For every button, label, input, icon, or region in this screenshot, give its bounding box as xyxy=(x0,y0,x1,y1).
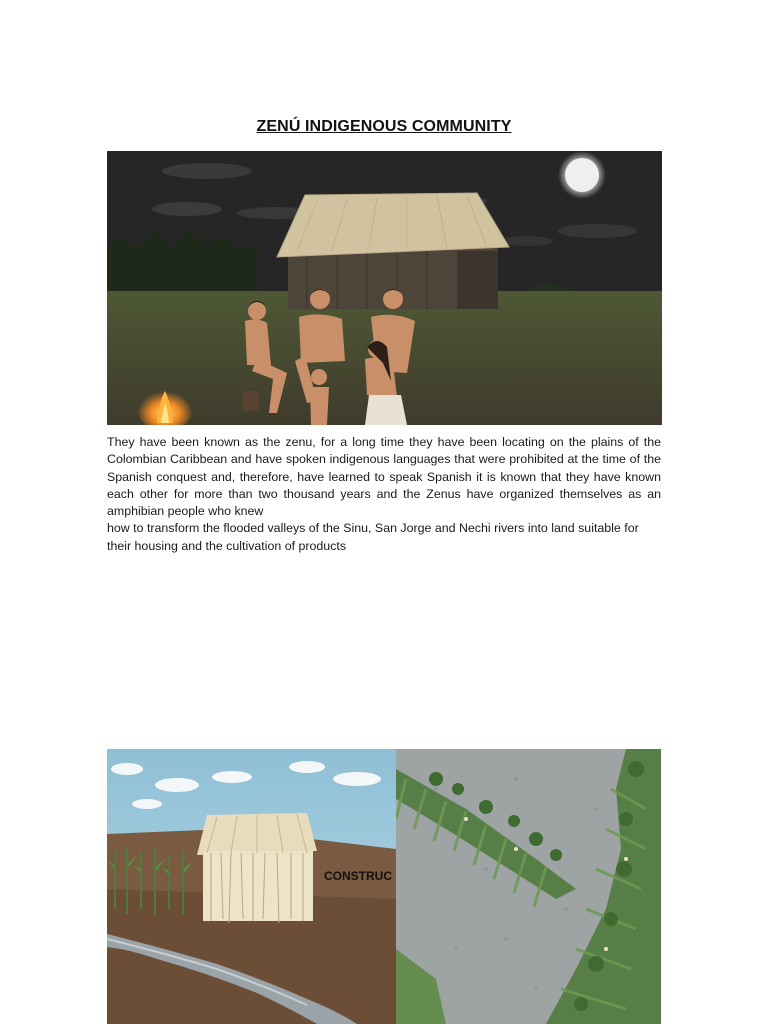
construction-label: CONSTRUC xyxy=(324,869,392,883)
hut-construction-illustration xyxy=(107,749,396,1024)
aerial-vegetation-illustration xyxy=(396,749,661,1024)
zenu-community-night-illustration xyxy=(107,151,662,425)
page-title: ZENÚ INDIGENOUS COMMUNITY xyxy=(256,118,512,135)
body-text xyxy=(107,434,661,555)
paragraph-1: They have been known as the zenu, for a long time they have been locating on the plains of the Colombian Caribbean and have spoken indigenous languages that were prohibited at the time of the Spanish conquest and, therefore, have learned to speak Spanish it is known that they have known each other for more than two thousand years and the Zenus have organized themselves as an amphibian people who knew xyxy=(107,435,661,519)
paragraph-2: how to transform the flooded valleys of the Sinu, San Jorge and Nechi rivers into land suitable for their housing and the cultivation of products xyxy=(107,521,639,553)
